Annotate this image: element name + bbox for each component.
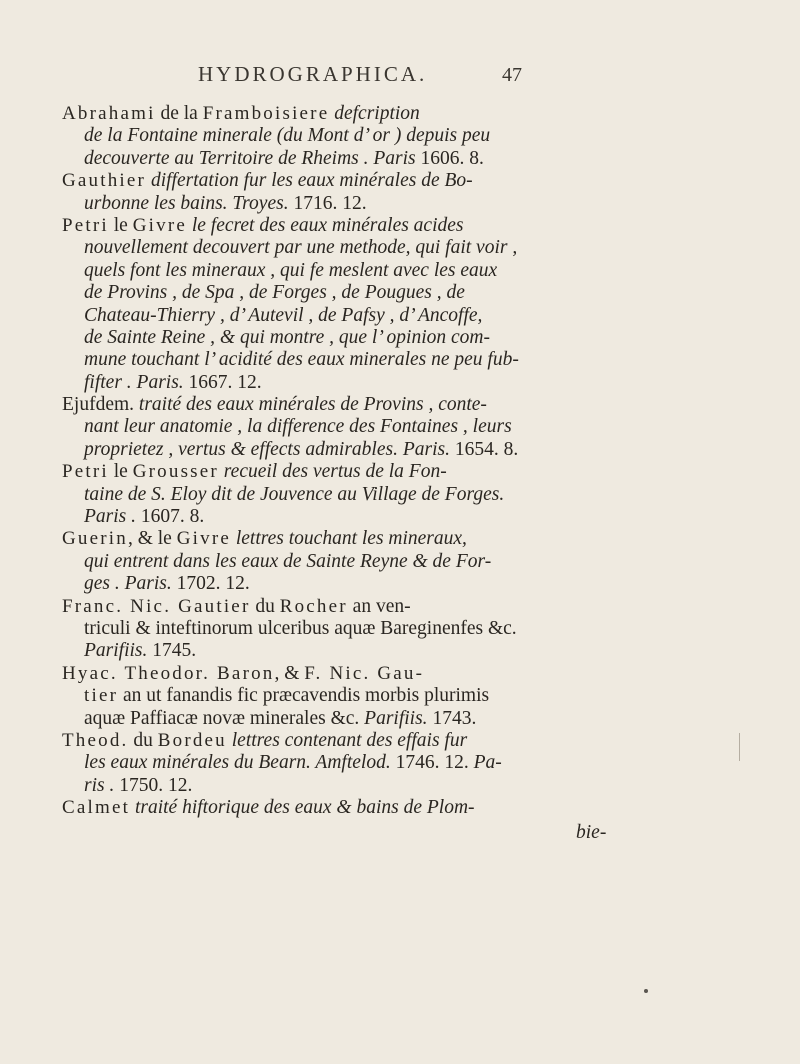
author-name: Grousser (132, 461, 219, 483)
title-text: Paris . (84, 506, 141, 528)
plain-text: 1702. 12. (176, 573, 250, 595)
title-text: proprietez , vertus & effects admirables. Paris. (84, 438, 455, 460)
bibliography-entry (62, 170, 662, 215)
bibliography-entry (62, 103, 662, 170)
author-name: Guerin (62, 528, 128, 550)
title-text: urbonne les bains. Troyes. (84, 192, 294, 214)
text-line (62, 797, 662, 819)
plain-text: 1667. 12. (188, 371, 262, 393)
text-line (62, 416, 662, 438)
page-header (0, 62, 800, 92)
plain-text: 1750. 12. (119, 774, 193, 796)
text-line (62, 730, 662, 752)
title-text: fifter . Paris. (84, 371, 189, 393)
text-line (62, 640, 662, 662)
title-text: qui entrent dans les eaux de Sainte Reyne & de For- (84, 550, 492, 572)
title-text: differtation fur les eaux minérales de Bo- (150, 170, 473, 192)
text-line (62, 752, 662, 774)
text-line (62, 193, 662, 215)
author-name: Gauthier (62, 170, 147, 192)
title-text: ris . (84, 774, 120, 796)
title-text: de la Fontaine minerale (du Mont d’ or ) depuis peu (84, 125, 491, 147)
plain-text: du (250, 595, 280, 617)
title-text: de Provins , de Spa , de Forges , de Pougues , de (84, 282, 465, 304)
text-line (62, 282, 662, 304)
text-line (62, 439, 662, 461)
title-text: taine de S. Eloy dit de Jouvence au Village de Forges. (84, 483, 505, 505)
author-name: Theod. (62, 729, 129, 751)
title-text: decouverte au Territoire de Rheims . Paris (84, 147, 421, 169)
bibliography-entry (62, 797, 662, 819)
plain-text: de la (155, 103, 203, 124)
title-text: traité des eaux minérales de Provins , conte- (138, 394, 487, 416)
text-line (62, 618, 662, 640)
author-name: Calmet (62, 797, 131, 819)
text-line (62, 663, 662, 685)
title-text: Parifiis. (84, 640, 153, 662)
title-text: mune touchant l’ acidité des eaux minerales ne peu fub- (84, 349, 519, 371)
title-text: ges . Paris. (84, 573, 177, 595)
plain-text: 1745. (152, 640, 197, 662)
page-edge-mark (739, 733, 740, 761)
author-name: Petri (62, 214, 109, 236)
text-line (62, 551, 662, 573)
plain-text: 1654. 8. (454, 438, 519, 460)
bibliography-entry (62, 461, 662, 528)
author-name: Framboisiere (202, 103, 330, 124)
author-name: Bordeu (157, 729, 227, 751)
text-line (62, 573, 662, 595)
bibliography-entry (62, 730, 662, 797)
bibliography-text (62, 103, 662, 820)
title-text: Parifiis. (364, 707, 433, 729)
text-line (62, 305, 662, 327)
author-name: Rocher (279, 595, 348, 617)
title-text: lettres contenant des effais fur (231, 729, 468, 751)
text-line (62, 148, 662, 170)
title-text: Pa- (473, 752, 502, 774)
plain-text: triculi & inteftinorum ulceribus aquæ Bareginenfes &c. (84, 617, 517, 639)
text-line (62, 260, 662, 282)
title-text: Chateau-Thierry , d’ Autevil , de Pafsy , d’ Ancoffe, (84, 304, 483, 326)
text-line (62, 237, 662, 259)
author-name: Givre (132, 214, 187, 236)
text-line (62, 372, 662, 394)
title-text: le fecret des eaux minérales acides (191, 214, 464, 236)
text-line (62, 103, 662, 125)
author-name: Hyac. Theodor. Baron (62, 662, 275, 684)
text-line (62, 394, 662, 416)
plain-text: , & le (127, 528, 177, 550)
author-name: F. Nic. Gau- (304, 662, 425, 684)
author-name: Franc. Nic. Gautier (62, 595, 251, 617)
ink-speck (644, 989, 648, 993)
bibliography-entry (62, 596, 662, 663)
author-name: Petri (62, 461, 109, 483)
text-line (62, 484, 662, 506)
text-line (62, 215, 662, 237)
bibliography-entry (62, 528, 662, 595)
text-line (62, 349, 662, 371)
text-line (62, 125, 662, 147)
plain-text: 1607. 8. (140, 506, 205, 528)
plain-text: le (108, 461, 133, 483)
plain-text: , & (274, 662, 305, 684)
plain-text: 1716. 12. (293, 192, 367, 214)
text-line (62, 461, 662, 483)
plain-text: an ven- (347, 595, 411, 617)
plain-text: du (128, 729, 158, 751)
title-text: de Sainte Reine , & qui montre , que l’ opinion com- (84, 326, 490, 348)
title-text: quels font les mineraux , qui fe meslent avec les eaux (84, 259, 498, 281)
plain-text: le (108, 214, 133, 236)
text-line (62, 528, 662, 550)
author-name: Abrahami (62, 103, 156, 124)
running-title: HYDROGRAPHICA. (198, 62, 428, 86)
title-text: recueil des vertus de la Fon- (223, 461, 447, 483)
title-text: nouvellement decouvert par une methode, qui fait voir , (84, 237, 518, 259)
bibliography-entry (62, 394, 662, 461)
plain-text: 1743. (432, 707, 477, 729)
author-name: tier (84, 685, 119, 707)
title-text: les eaux minérales du Bearn. Amftelod. (84, 752, 396, 774)
plain-text: aquæ Paffiacæ novæ minerales &c. (84, 707, 365, 729)
text-line (62, 775, 662, 797)
text-line (62, 170, 662, 192)
plain-text: Ejufdem. (62, 394, 139, 416)
catchword: bie- (576, 822, 607, 843)
author-name: Givre (176, 528, 231, 550)
title-text: lettres touchant les mineraux, (235, 528, 467, 550)
text-line (62, 708, 662, 730)
page-number: 47 (502, 64, 522, 86)
plain-text: 1606. 8. (420, 147, 484, 169)
text-line (62, 327, 662, 349)
bibliography-entry (62, 663, 662, 730)
plain-text: 1746. 12. (395, 752, 474, 774)
text-line (62, 685, 662, 707)
plain-text: an ut fanandis fic præcavendis morbis plurimis (118, 685, 490, 707)
title-text: nant leur anatomie , la difference des Fontaines , leurs (84, 416, 512, 438)
title-text: traité hiftorique des eaux & bains de Plom- (134, 797, 475, 819)
title-text: defcription (334, 103, 420, 124)
bibliography-entry (62, 215, 662, 394)
text-line (62, 596, 662, 618)
text-line (62, 506, 662, 528)
